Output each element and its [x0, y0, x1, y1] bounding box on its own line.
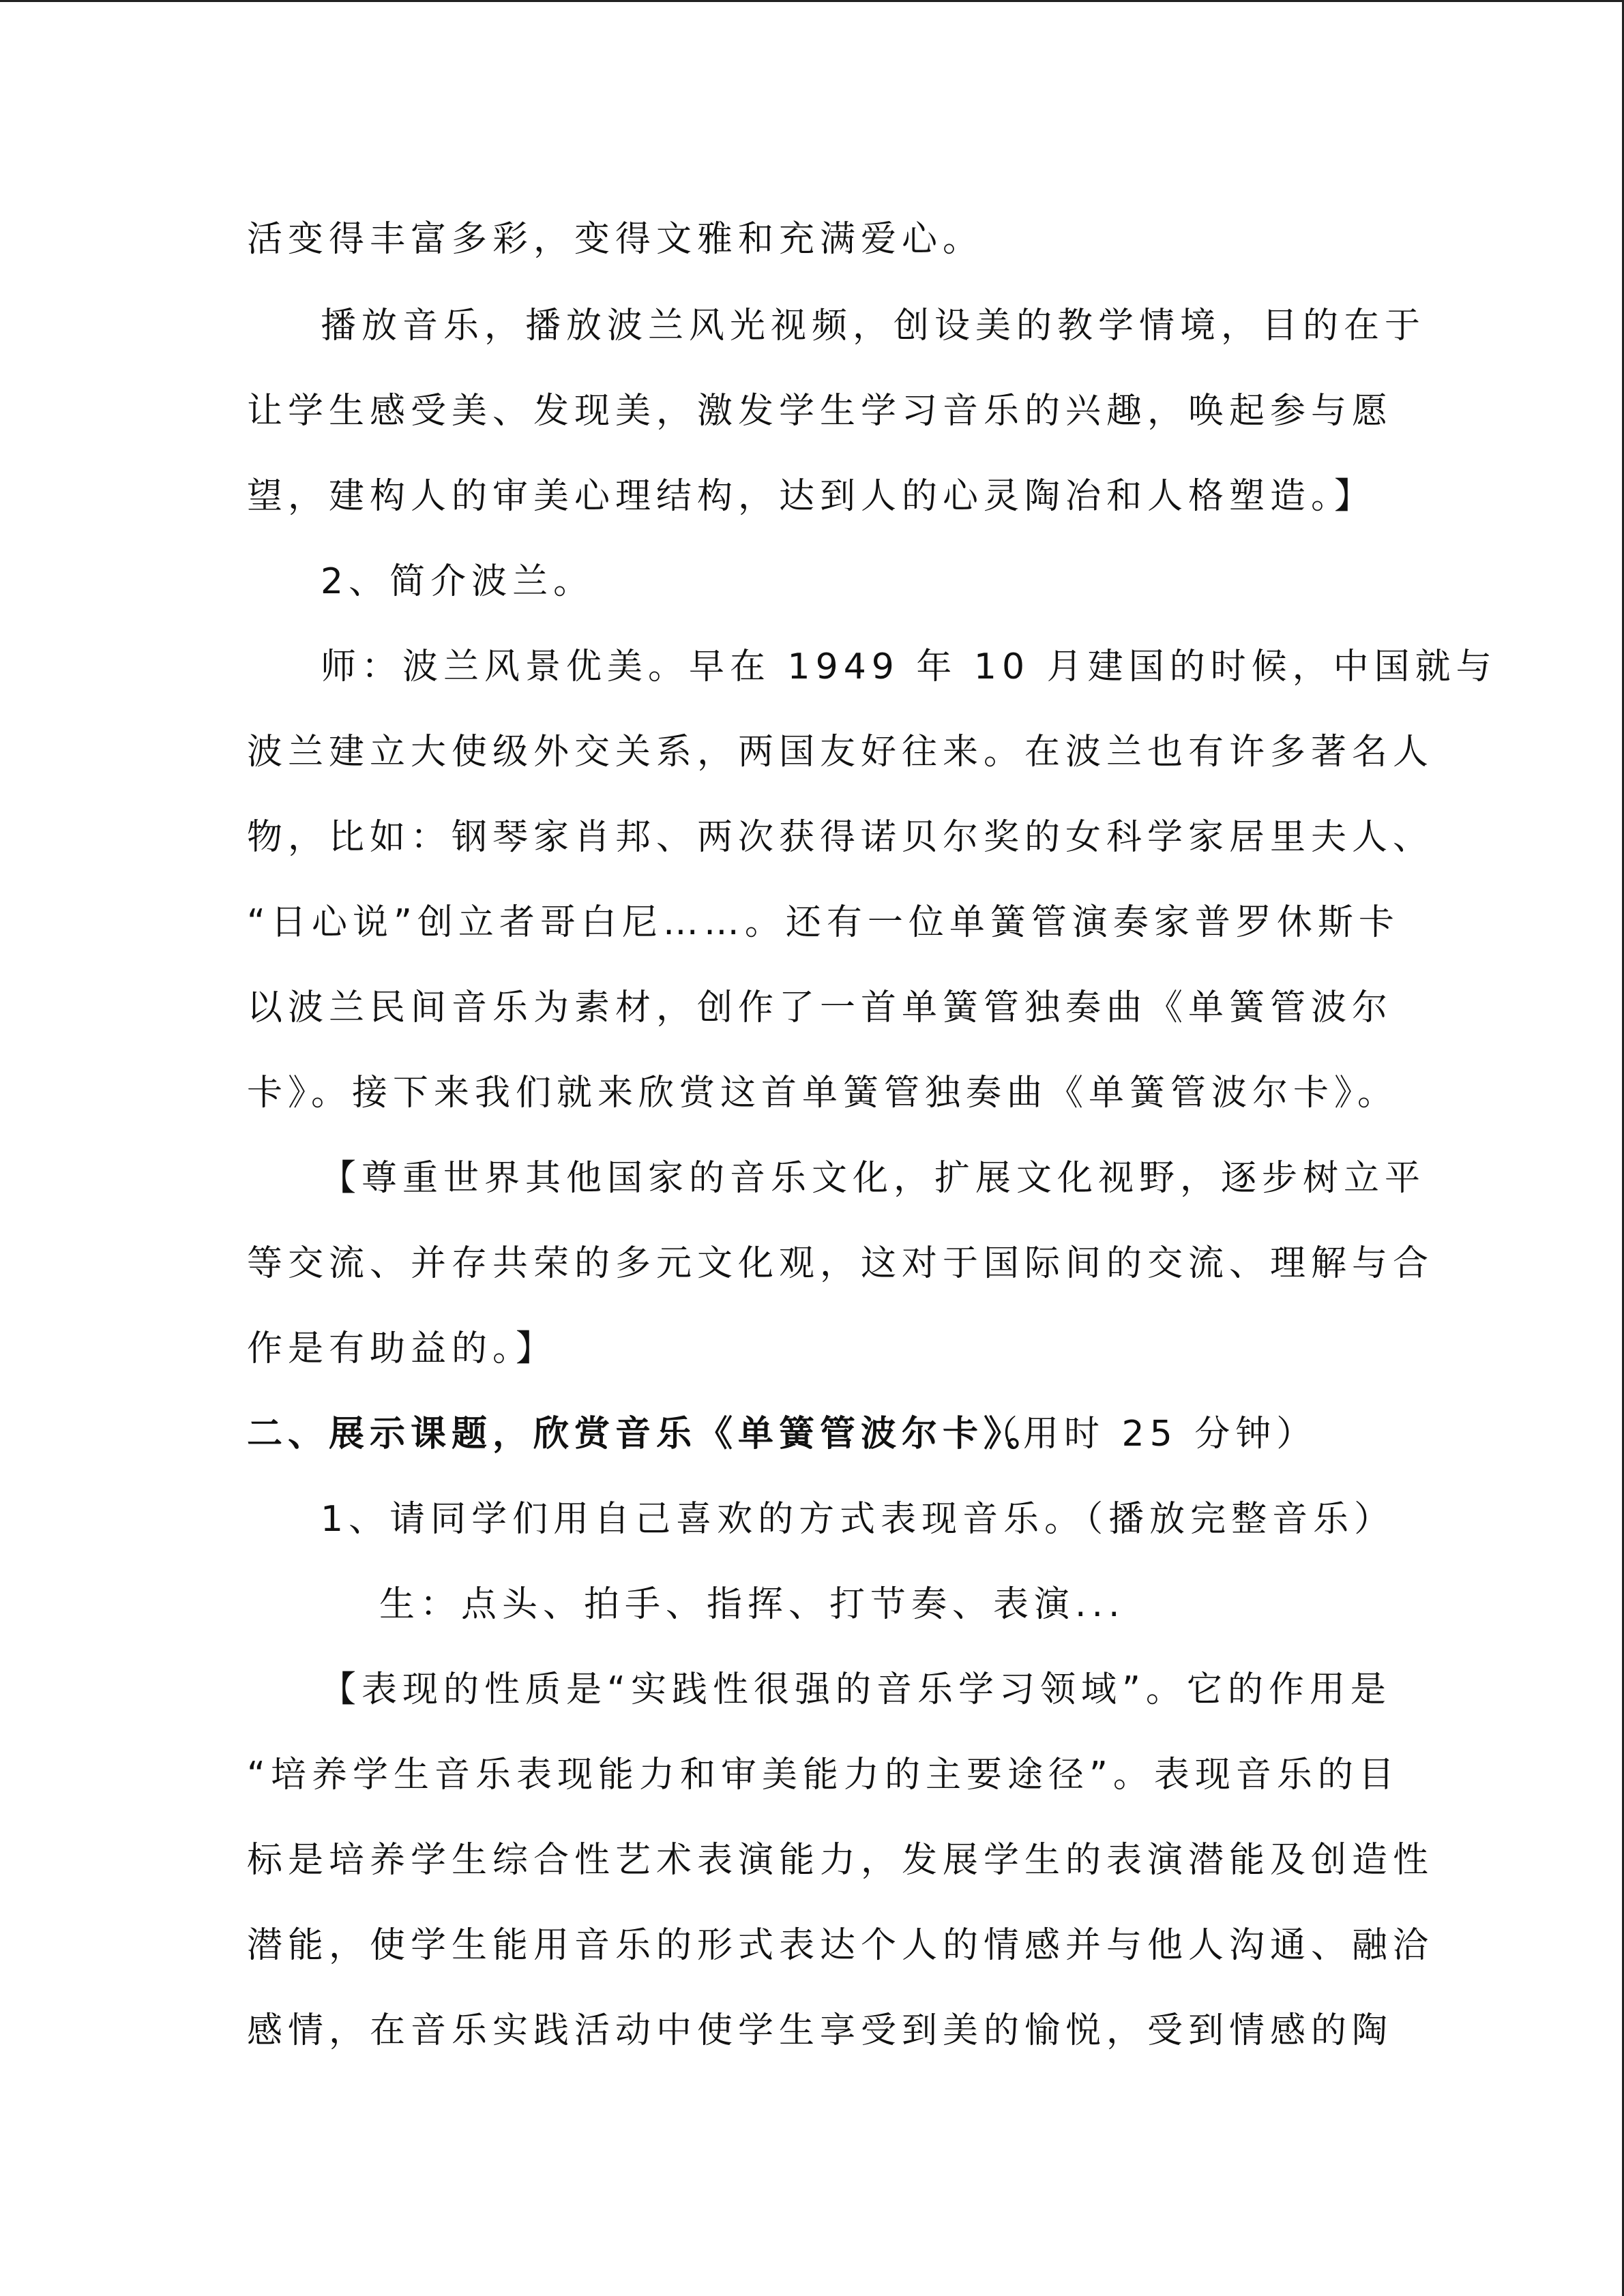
text-line-10: 以波兰民间音乐为素材，创作了一首单簧管独奏曲《单簧管波尔 — [247, 987, 1393, 1028]
text-line-4: 望，建构人的审美心理结构，达到人的心灵陶冶和人格塑造。】 — [247, 476, 1376, 517]
text-line-20: 标是培养学生综合性艺术表演能力，发展学生的表演潜能及创造性 — [247, 1840, 1434, 1881]
text-line-16: 1、请同学们用自己喜欢的方式表现音乐。（播放完整音乐） — [321, 1499, 1396, 1540]
text-line-2: 播放音乐，播放波兰风光视频，创设美的教学情境，目的在于 — [321, 305, 1426, 346]
text-line-11: 卡》。接下来我们就来欣赏这首单簧管独奏曲《单簧管波尔卡》。 — [247, 1073, 1399, 1114]
text-line-13: 等交流、并存共荣的多元文化观，这对于国际间的交流、理解与合 — [247, 1243, 1434, 1284]
text-line-14: 作是有助益的。】 — [247, 1328, 557, 1369]
section-heading-time: （用时 25 分钟） — [982, 1414, 1318, 1455]
text-line-7: 波兰建立大使级外交关系，两国友好往来。在波兰也有许多著名人 — [247, 732, 1434, 773]
text-line-3: 让学生感受美、发现美，激发学生学习音乐的兴趣，唤起参与愿 — [247, 391, 1393, 432]
text-line-19: “培养学生音乐表现能力和审美能力的主要途径”。表现音乐的目 — [247, 1755, 1400, 1795]
text-line-9: “日心说”创立者哥白尼……。还有一位单簧管演奏家普罗休斯卡 — [247, 902, 1400, 943]
text-line-21: 潜能，使学生能用音乐的形式表达个人的情感并与他人沟通、融洽 — [247, 1925, 1434, 1966]
text-line-12: 【尊重世界其他国家的音乐文化，扩展文化视野，逐步树立平 — [321, 1158, 1426, 1199]
text-line-6: 师：波兰风景优美。早在 1949 年 10 月建国的时候，中国就与 — [321, 646, 1497, 687]
text-line-18: 【表现的性质是“实践性很强的音乐学习领域”。它的作用是 — [321, 1669, 1391, 1710]
text-line-1: 活变得丰富多彩，变得文雅和充满爱心。 — [247, 219, 984, 260]
text-line-8: 物，比如：钢琴家肖邦、两次获得诺贝尔奖的女科学家居里夫人、 — [247, 817, 1434, 858]
text-line-22: 感情，在音乐实践活动中使学生享受到美的愉悦，受到情感的陶 — [247, 2010, 1393, 2051]
section-heading-2: 二、展示课题，欣赏音乐《单簧管波尔卡》。 — [247, 1414, 1048, 1455]
text-line-17: 生：点头、拍手、指挥、打节奏、表演... — [379, 1584, 1125, 1625]
text-line-5: 2、简介波兰。 — [321, 561, 595, 602]
